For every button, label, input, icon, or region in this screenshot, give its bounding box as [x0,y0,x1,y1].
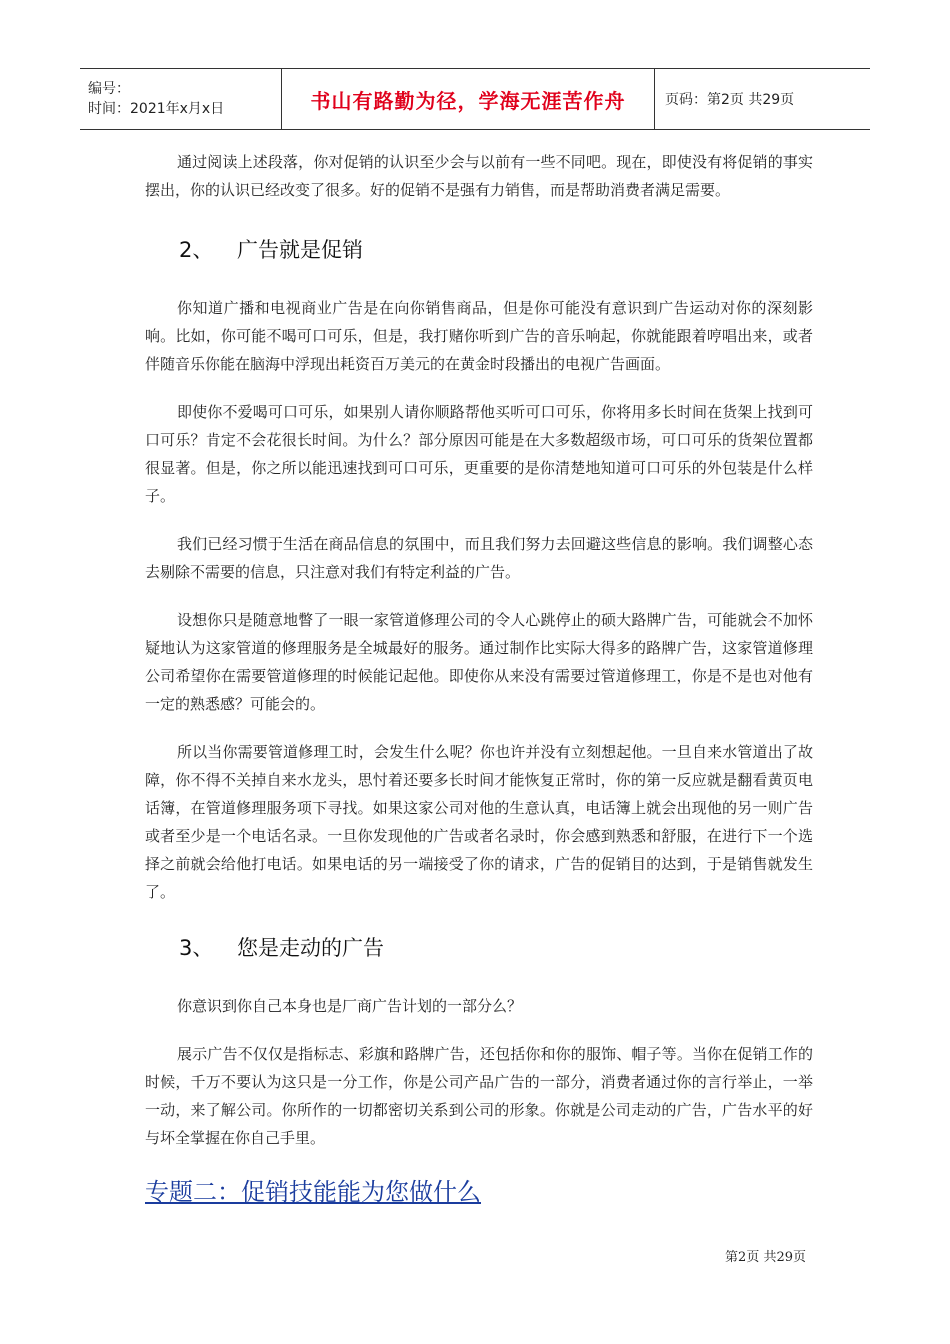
paragraph-2: 你知道广播和电视商业广告是在向你销售商品，但是你可能没有意识到广告运动对你的深刻影响。比如，你可能不喝可口可乐，但是，我打赌你听到广告的音乐响起，你就能跟着哼唱出来，或者伴随音乐你能在脑海中浮现出耗资百万美元的在黄金时段播出的电视广告画面。 [145,299,813,373]
header-left-cell [80,69,281,129]
paragraph-7: 你意识到你自己本身也是厂商广告计划的一部分么？ [177,997,523,1015]
page-footer-number: 第2页 共29页 [725,1250,806,1265]
paragraph-1: 通过阅读上述段落，你对促销的认识至少会与以前有一些不同吧。现在，即使没有将促销的事实摆出，你的认识已经改变了很多。好的促销不是强有力销售，而是帮助消费者满足需要。 [145,153,813,199]
paragraph-3: 即使你不爱喝可口可乐，如果别人请你顺路帮他买听可口可乐，你将用多长时间在货架上找到可口可乐？肯定不会花很长时间。为什么？部分原因可能是在大多数超级市场，可口可乐的货架位置都很显著。但是，你之所以能迅速找到可口可乐，更重要的是你清楚地知道可口可乐的外包装是什么样子。 [145,403,813,505]
header-motto: 书山有路勤为径，学海无涯苦作舟 [310,88,626,113]
header-motto-cell [281,69,655,129]
header-right-cell [655,69,870,129]
topic-heading-link[interactable]: 专题二：促销技能能为您做什么 [145,1178,481,1206]
section-title: 您是走动的广告 [237,936,384,960]
paragraph-5: 设想你只是随意地瞥了一眼一家管道修理公司的令人心跳停止的硕大路牌广告，可能就会不加怀疑地认为这家管道的修理服务是全城最好的服务。通过制作比实际大得多的路牌广告，这家管道修理公司希望你在需要管道修理的时候能记起他。即使你从来没有需要过管道修理工，你是不是也对他有一定的熟悉感？可能会的。 [145,611,813,713]
document-body [145,148,813,1207]
header-page-info: 页码：第2页 共29页 [665,92,795,108]
section-title: 广告就是促销 [237,238,363,262]
paragraph-4: 我们已经习惯于生活在商品信息的氛围中，而且我们努力去回避这些信息的影响。我们调整心态去剔除不需要的信息，只注意对我们有特定利益的广告。 [145,535,813,581]
paragraph-8: 展示广告不仅仅是指标志、彩旗和路牌广告，还包括你和你的服饰、帽子等。当你在促销工作的时候，千万不要认为这只是一分工作，你是公司产品广告的一部分，消费者通过你的言行举止，一举一动，来了解公司。你所作的一切都密切关系到公司的形象。你就是公司走动的广告，广告水平的好与坏全掌握在你自己手里。 [145,1045,813,1147]
section-heading-2 [145,234,813,264]
doc-time-label: 时间：2021年x月x日 [88,101,225,117]
page-header [80,68,870,130]
section-number: 2、 [179,238,214,262]
section-number: 3、 [179,936,214,960]
paragraph-6: 所以当你需要管道修理工时，会发生什么呢？你也许并没有立刻想起他。一旦自来水管道出了故障，你不得不关掉自来水龙头，思忖着还要多长时间才能恢复正常时，你的第一反应就是翻看黄页电话簿，在管道修理服务项下寻找。如果这家公司对他的生意认真，电话簿上就会出现他的另一则广告或者至少是一个电话名录。一旦你发现他的广告或者名录时，你会感到熟悉和舒服，在进行下一个选择之前就会给他打电话。如果电话的另一端接受了你的请求，广告的促销目的达到，于是销售就发生了。 [145,743,813,901]
section-heading-3 [145,932,813,962]
doc-code-label: 编号： [88,81,130,97]
